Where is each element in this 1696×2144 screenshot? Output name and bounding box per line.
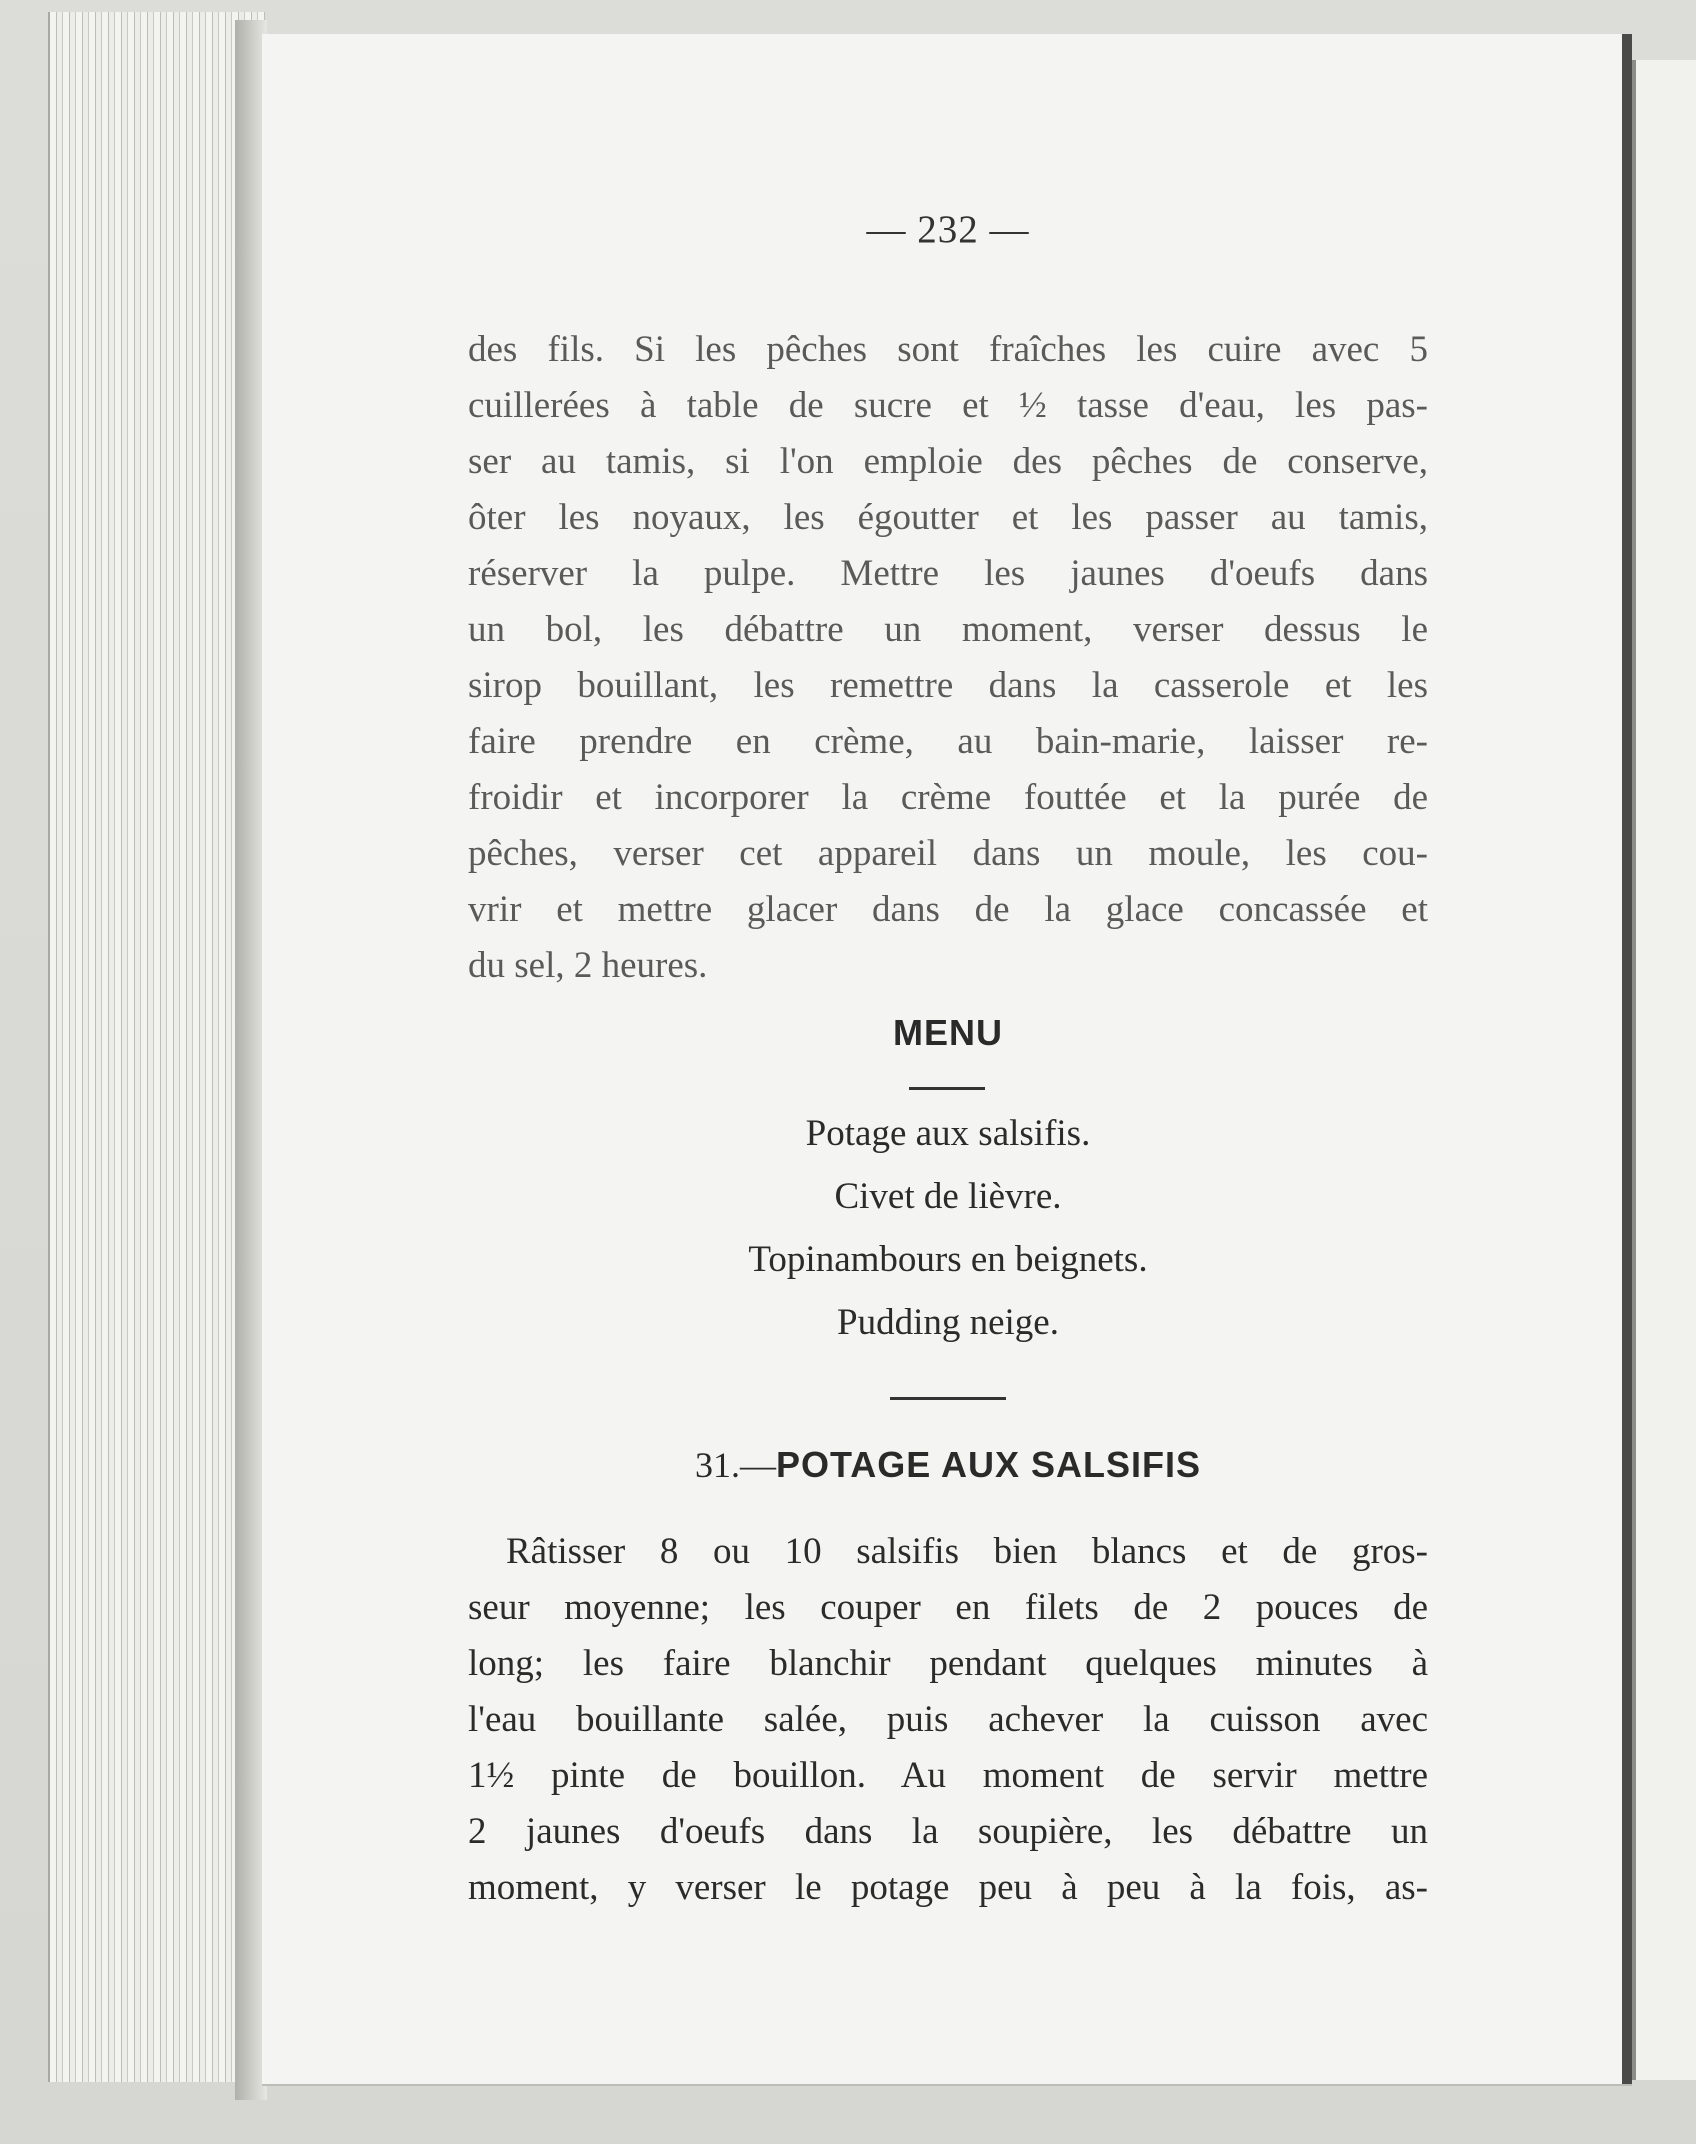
page-stack-edges [48,12,265,2082]
text-line: froidir et incorporer la crème fouttée et la purée de [468,777,1428,818]
recipe-title: POTAGE AUX SALSIFIS [775,1444,1202,1485]
text-line: du sel, 2 heures. [468,945,708,986]
recipe-paragraph [468,1524,1428,1916]
menu-item: Topinambours en beignets. [748,1239,1148,1280]
menu-divider [909,1087,985,1090]
text-line: l'eau bouillante salée, puis achever la cuisson avec [468,1699,1428,1740]
page-number: — 232 — [866,208,1030,251]
adjacent-page-edge [1632,60,1696,2080]
text-line: vrir et mettre glacer dans de la glace concassée et [468,889,1428,930]
menu-item: Civet de lièvre. [834,1176,1062,1217]
text-line: réserver la pulpe. Mettre les jaunes d'oeufs dans [468,553,1428,594]
text-line: ser au tamis, si l'on emploie des pêches de conserve, [468,441,1428,482]
text-line: long; les faire blanchir pendant quelques minutes à [468,1643,1428,1684]
text-line: un bol, les débattre un moment, verser dessus le [468,609,1428,650]
text-line: des fils. Si les pêches sont fraîches les cuire avec 5 [468,329,1428,370]
recipe-number: 31.— [694,1445,776,1485]
text-line: 1½ pinte de bouillon. Au moment de servir mettre [468,1755,1428,1796]
section-divider [890,1397,1006,1400]
text-line: ôter les noyaux, les égoutter et les passer au tamis, [468,497,1428,538]
menu-heading: MENU [893,1012,1003,1053]
recipe-heading [468,1444,1428,1486]
text-line: cuillerées à table de sucre et ½ tasse d'eau, les pas- [468,385,1428,426]
menu-item: Pudding neige. [837,1302,1059,1343]
text-line: seur moyenne; les couper en filets de 2 pouces de [468,1587,1428,1628]
text-line: faire prendre en crème, au bain-marie, laisser re- [468,721,1428,762]
text-line: sirop bouillant, les remettre dans la casserole et les [468,665,1428,706]
text-line: Râtisser 8 ou 10 salsifis bien blancs et de gros- [506,1531,1428,1572]
text-line: moment, y verser le potage peu à peu à la fois, as- [468,1867,1428,1908]
text-line: 2 jaunes d'oeufs dans la soupière, les débattre un [468,1811,1428,1852]
menu-list [468,1102,1428,1354]
menu-item: Potage aux salsifis. [805,1113,1091,1154]
text-line: pêches, verser cet appareil dans un moule, les cou- [468,833,1428,874]
recipe-continuation-paragraph [468,322,1428,994]
